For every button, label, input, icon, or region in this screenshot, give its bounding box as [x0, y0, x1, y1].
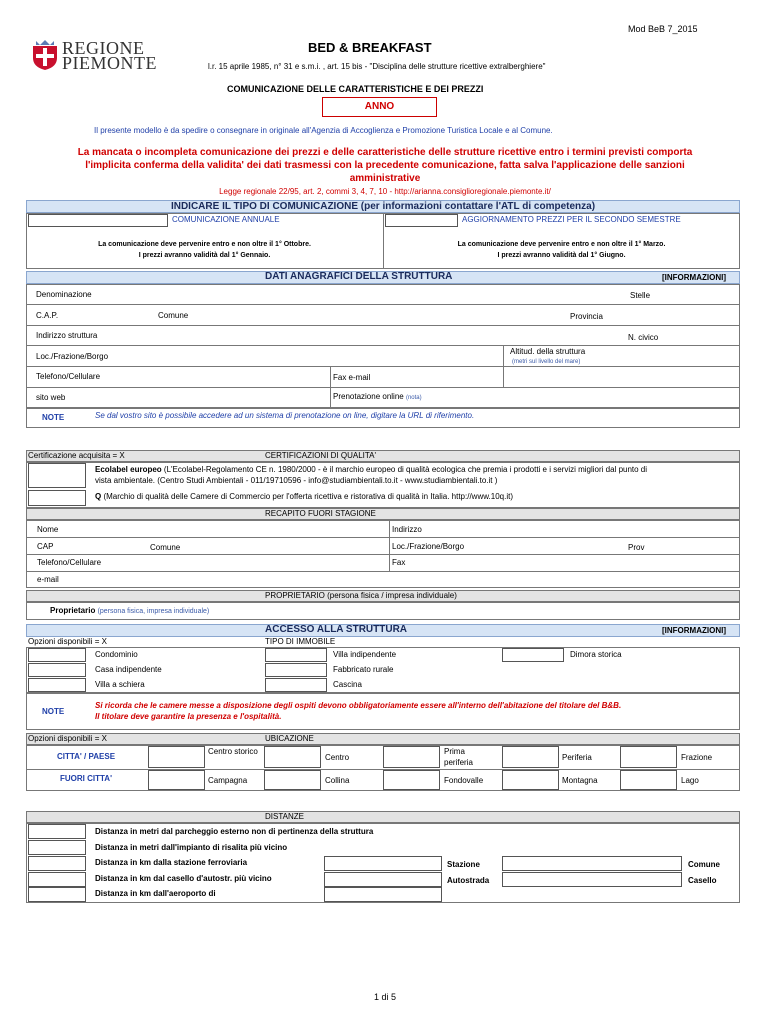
altitud-label: Altitud. della struttura: [510, 347, 586, 356]
loc-label: Loc./Frazione/Borgo: [36, 352, 109, 361]
law-reference: l.r. 15 aprile 1985, n° 31 e s.m.i. , art. 15 bis - "Disciplina delle strutture ricettive extralberghiere": [208, 62, 546, 71]
dimora-storica-checkbox[interactable]: [502, 648, 564, 662]
centro-storico-label: Centro storico: [208, 747, 258, 756]
ecolabel-checkbox[interactable]: [28, 463, 86, 488]
campagna-checkbox[interactable]: [148, 770, 205, 790]
casello-label: Casello: [688, 876, 717, 885]
casa-indipendente-label: Casa indipendente: [95, 665, 162, 674]
montagna-checkbox[interactable]: [502, 770, 559, 790]
recapito-bar: [26, 508, 740, 520]
annuale-text: La comunicazione deve pervenire entro e non oltre il 1° Ottobre. I prezzi avranno validità dal 1° Gennaio.: [98, 241, 311, 259]
ubicazione-header: UBICAZIONE: [265, 734, 314, 743]
parcheggio-input[interactable]: [28, 824, 86, 839]
aggiornamento-label: AGGIORNAMENTO PREZZI PER IL SECONDO SEMESTRE: [462, 215, 681, 224]
module-code: Mod BeB 7_2015: [628, 24, 698, 34]
recapito-indirizzo: Indirizzo: [392, 525, 422, 534]
cascina-checkbox[interactable]: [265, 678, 327, 692]
page-title: BED & BREAKFAST: [308, 40, 432, 55]
accesso-opzioni: Opzioni disponibili = X: [28, 637, 107, 646]
fabbricato-rurale-label: Fabbricato rurale: [333, 665, 394, 674]
warning-text: La mancata o incompleta comunicazione dei prezzi e delle caratteristiche delle strutture ricettive entro i termini previsti comporta l'implicita conferma della validita' dei dati trasmessi con la precedente comunicazione, fatta salva l'applicazione delle sanzioni amministrative: [77, 147, 693, 184]
fabbricato-rurale-checkbox[interactable]: [265, 663, 327, 677]
anagrafici-header: DATI ANAGRAFICI DELLA STRUTTURA: [265, 271, 453, 282]
legge-link[interactable]: Legge regionale 22/95, art. 2, commi 3, 4, 7, 10 - http://arianna.consiglioregionale.piemonte.it/: [219, 187, 551, 196]
recapito-prov: Prov: [628, 543, 645, 552]
accesso-note-1: Si ricorda che le camere messe a disposizione degli ospiti devono obbligatoriamente essere all'interno dell'abitazione del titolare del B&B.: [95, 701, 622, 710]
villa-indipendente-checkbox[interactable]: [265, 648, 327, 662]
anagrafici-info-link[interactable]: [INFORMAZIONI]: [662, 273, 726, 282]
stazione-name-input[interactable]: [324, 856, 442, 871]
recapito-nome: Nome: [37, 525, 59, 534]
aeroporto-km-input[interactable]: [28, 887, 86, 902]
form-subtitle: COMUNICAZIONE DELLE CARATTERISTICHE E DEI PREZZI: [227, 84, 484, 94]
casello-km-input[interactable]: [28, 872, 86, 887]
ubicazione-opzioni: Opzioni disponibili = X: [28, 734, 107, 743]
q-text: Q (Marchio di qualità delle Camere di Commercio per l'offerta ricettiva e ristorativa di qualità in Italia. http://www.10q.it): [95, 492, 514, 501]
ubicazione-bar: [26, 733, 740, 745]
casa-indipendente-checkbox[interactable]: [28, 663, 86, 677]
citta-label: CITTA' / PAESE: [56, 752, 116, 761]
region-logo-icon: [32, 40, 58, 70]
prenotazione-label: Prenotazione online (nota): [333, 392, 422, 401]
distanze-r4: Distanza in km dal casello d'autostr. più vicino: [95, 874, 272, 883]
proprietario-label: Proprietario (persona fisica, impresa individuale): [50, 606, 210, 615]
telefono-label: Telefono/Cellulare: [36, 372, 101, 381]
lago-label: Lago: [681, 776, 699, 785]
recapito-loc: Loc./Frazione/Borgo: [392, 542, 465, 551]
indirizzo-label: Indirizzo struttura: [36, 331, 98, 340]
cap-label: C.A.P.: [36, 311, 59, 320]
denominazione-label: Denominazione: [36, 290, 92, 299]
periferia-label: Periferia: [562, 753, 592, 762]
villa-indipendente-label: Villa indipendente: [333, 650, 397, 659]
fax-label: Fax e-mail: [333, 373, 371, 382]
recapito-email: e-mail: [37, 575, 59, 584]
accesso-header: ACCESSO ALLA STRUTTURA: [265, 624, 408, 635]
note-label: NOTE: [42, 413, 65, 422]
fondovalle-checkbox[interactable]: [383, 770, 440, 790]
recapito-fax: Fax: [392, 558, 406, 567]
centro-label: Centro: [325, 753, 350, 762]
aeroporto-name-input[interactable]: [324, 887, 442, 902]
autostrada-input[interactable]: [324, 872, 442, 887]
annuale-label: COMUNICAZIONE ANNUALE: [172, 215, 280, 224]
distanze-r3: Distanza in km dalla stazione ferroviaria: [95, 858, 248, 867]
accesso-tipo: TIPO DI IMMOBILE: [265, 637, 336, 646]
villa-schiera-checkbox[interactable]: [28, 678, 86, 692]
note-text: Se dal vostro sito è possibile accedere ad un sistema di prenotazione on line, digitare la URL di riferimento.: [95, 411, 475, 420]
logo-text: REGIONE PIEMONTE: [62, 38, 157, 73]
comune-label: Comune: [158, 311, 189, 320]
lago-checkbox[interactable]: [620, 770, 677, 790]
campagna-label: Campagna: [208, 776, 248, 785]
condominio-checkbox[interactable]: [28, 648, 86, 662]
page-number: 1 di 5: [373, 992, 397, 1002]
distanze-header: DISTANZE: [265, 812, 304, 821]
recapito-comune: Comune: [150, 543, 181, 552]
anno-field[interactable]: ANNO: [322, 97, 437, 117]
cert-acquisita: Certificazione acquisita = X: [28, 451, 125, 460]
distanze-r2: Distanza in metri dall'impianto di risalita più vicino: [95, 843, 288, 852]
condominio-label: Condominio: [95, 650, 138, 659]
annuale-checkbox[interactable]: [28, 214, 168, 227]
autostrada-label: Autostrada: [447, 876, 490, 885]
accesso-info-link[interactable]: [INFORMAZIONI]: [662, 626, 726, 635]
cert-header: CERTIFICAZIONI DI QUALITA': [265, 451, 377, 460]
anagrafici-box: [26, 284, 740, 408]
frazione-checkbox[interactable]: [620, 746, 677, 768]
altitud-note: (metri sul livello del mare): [512, 359, 581, 365]
aggiornamento-checkbox[interactable]: [385, 214, 458, 227]
cert-bar: [26, 450, 740, 462]
ecolabel-text-2: vista ambientale. (Centro Studi Ambientali - 011/19710596 - info@studiambientali.to.it - www.studiambientali.to.it ): [95, 476, 498, 485]
stazione-comune-input[interactable]: [502, 856, 682, 871]
collina-label: Collina: [325, 776, 350, 785]
tipo-header: INDICARE IL TIPO DI COMUNICAZIONE (per informazioni contattare l'ATL di competenza): [26, 200, 740, 213]
aggiornamento-text: La comunicazione deve pervenire entro e non oltre il 1° Marzo. I prezzi avranno validità dal 1° Giugno.: [457, 241, 666, 259]
fuori-citta-label: FUORI CITTA': [60, 774, 112, 783]
risalita-input[interactable]: [28, 840, 86, 855]
casello-input[interactable]: [502, 872, 682, 887]
centro-storico-checkbox[interactable]: [148, 746, 205, 768]
info-text: Il presente modello è da spedire o consegnare in originale all'Agenzia di Accoglienza e Promozione Turistica Locale e al Comune.: [94, 126, 553, 135]
periferia-checkbox[interactable]: [502, 746, 559, 768]
frazione-label: Frazione: [681, 753, 713, 762]
accesso-note-label: NOTE: [42, 707, 65, 716]
recapito-telefono: Telefono/Cellulare: [37, 558, 102, 567]
proprietario-header: PROPRIETARIO (persona fisica / impresa individuale): [265, 591, 457, 600]
stazione-label: Stazione: [447, 860, 480, 869]
collina-checkbox[interactable]: [264, 770, 321, 790]
cascina-label: Cascina: [333, 680, 362, 689]
villa-schiera-label: Villa a schiera: [95, 680, 145, 689]
ecolabel-text: Ecolabel europeo (L'Ecolabel-Regolamento CE n. 1980/2000 - è il marchio europeo di qualità ecologica che premia i prodotti e i servizi migliori dal punto di: [95, 465, 648, 474]
distanze-bar: [26, 811, 740, 823]
montagna-label: Montagna: [562, 776, 598, 785]
recapito-header: RECAPITO FUORI STAGIONE: [265, 509, 376, 518]
distanze-r1: Distanza in metri dal parcheggio esterno non di pertinenza della struttura: [95, 827, 374, 836]
dimora-storica-label: Dimora storica: [570, 650, 622, 659]
stelle-label: Stelle: [630, 291, 651, 300]
accesso-note-2: Il titolare deve garantire la presenza e l'ospitalità.: [95, 712, 282, 721]
provincia-label: Provincia: [570, 312, 603, 321]
centro-checkbox[interactable]: [264, 746, 321, 768]
q-checkbox[interactable]: [28, 490, 86, 506]
recapito-cap: CAP: [37, 542, 54, 551]
fondovalle-label: Fondovalle: [444, 776, 484, 785]
civico-label: N. civico: [628, 333, 659, 342]
distanze-r5: Distanza in km dall'aeroporto di: [95, 889, 216, 898]
sito-label: sito web: [36, 393, 66, 402]
prima-periferia-label: Prima periferia: [444, 747, 473, 767]
prima-periferia-checkbox[interactable]: [383, 746, 440, 768]
stazione-km-input[interactable]: [28, 856, 86, 871]
comune-label: Comune: [688, 860, 720, 869]
